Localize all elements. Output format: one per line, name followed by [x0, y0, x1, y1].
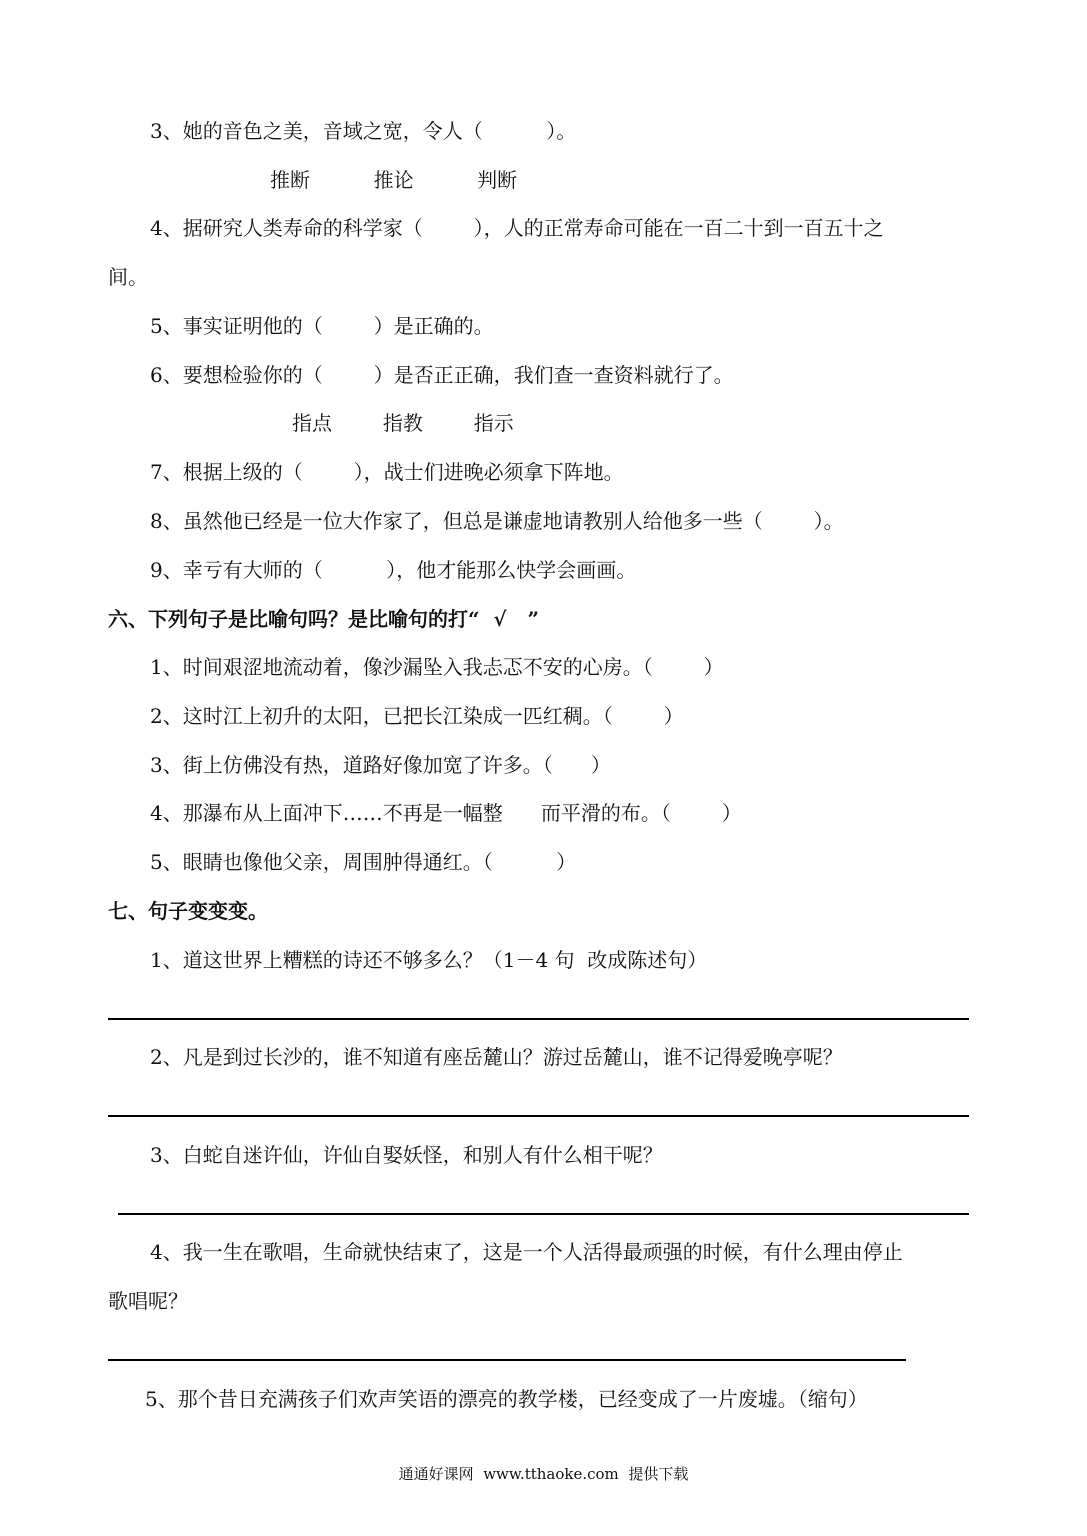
- question-7-4-cont: 歌唱呢？: [108, 1289, 188, 1313]
- word-options-b: 指点 指教 指示: [292, 411, 514, 435]
- question-6-4: 4、那瀑布从上面冲下……不再是一幅整 而平滑的布。（ ）: [150, 801, 742, 825]
- footer-credit: 通通好课网 www.tthaoke.com 提供下载: [398, 1465, 689, 1483]
- question-5-4-cont: 间。: [108, 265, 148, 289]
- question-7-1: 1、道这世界上糟糕的诗还不够多么？（1－4 句 改成陈述句）: [150, 948, 708, 972]
- question-6-5: 5、眼睛也像他父亲，周围肿得通红。（ ）: [150, 850, 577, 874]
- section-6-title: 六、下列句子是比喻句吗？是比喻句的打“ √ ”: [108, 607, 539, 631]
- word-options-a: 推断 推论 判断: [270, 168, 518, 192]
- question-7-3: 3、白蛇自迷许仙，许仙自娶妖怪，和别人有什么相干呢？: [150, 1143, 663, 1167]
- question-5-9: 9、幸亏有大师的（ ），他才能那么快学会画画。: [150, 558, 637, 582]
- question-7-4: 4、我一生在歌唱，生命就快结束了，这是一个人活得最顽强的时候，有什么理由停止: [150, 1240, 903, 1264]
- question-6-1: 1、时间艰涩地流动着，像沙漏坠入我忐忑不安的心房。（ ）: [150, 655, 724, 679]
- answer-line-3: [118, 1213, 969, 1215]
- question-6-3: 3、街上仿佛没有热，道路好像加宽了许多。（ ）: [150, 753, 611, 777]
- question-7-2: 2、凡是到过长沙的，谁不知道有座岳麓山？游过岳麓山，谁不记得爱晚亭呢？: [150, 1045, 843, 1069]
- question-5-7: 7、根据上级的（ ），战士们进晚必须拿下阵地。: [150, 460, 624, 484]
- question-5-5: 5、事实证明他的（ ）是正确的。: [150, 314, 494, 338]
- question-5-4: 4、据研究人类寿命的科学家（ ），人的正常寿命可能在一百二十到一百五十之: [150, 216, 884, 240]
- answer-line-4: [108, 1359, 906, 1361]
- question-5-8: 8、虽然他已经是一位大作家了，但总是谦虚地请教别人给他多一些（ ）。: [150, 509, 844, 533]
- section-7-title: 七、句子变变变。: [108, 899, 268, 923]
- answer-line-1: [108, 1018, 969, 1020]
- question-7-5: 5、那个昔日充满孩子们欢声笑语的漂亮的教学楼，已经变成了一片废墟。（缩句）: [145, 1387, 868, 1411]
- question-5-6: 6、要想检验你的（ ）是否正正确，我们查一查资料就行了。: [150, 363, 734, 387]
- answer-line-2: [108, 1115, 969, 1117]
- question-5-3: 3、她的音色之美，音域之宽，令人（ ）。: [150, 119, 577, 143]
- question-6-2: 2、这时江上初升的太阳，已把长江染成一匹红稠。（ ）: [150, 704, 684, 728]
